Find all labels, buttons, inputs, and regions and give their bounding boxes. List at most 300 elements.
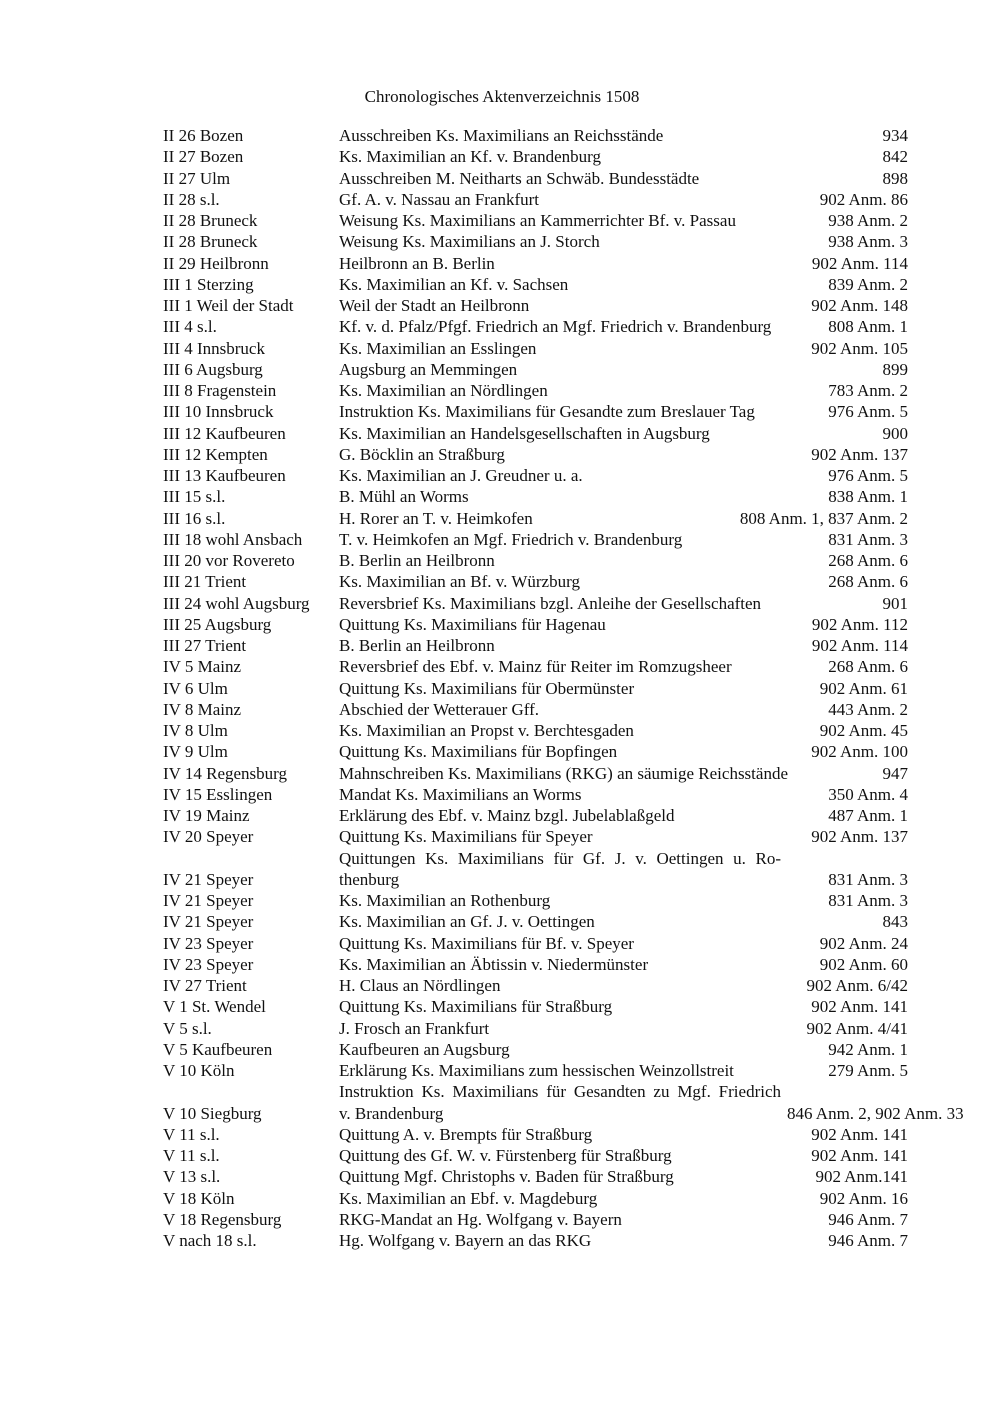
entry-description-line: B. Berlin an Heilbronn (339, 551, 495, 570)
entry-reference: 902 Anm. 16 (819, 1188, 908, 1208)
entry-description-line: J. Frosch an Frankfurt (339, 1018, 490, 1038)
entry-description (339, 763, 877, 784)
entry-row (163, 996, 908, 1017)
entry-body (339, 486, 908, 507)
entry-row (163, 614, 908, 635)
entry-reference: 831 Anm. 3 (828, 891, 908, 910)
entry-body (339, 210, 908, 231)
entry-body (339, 911, 908, 932)
entry-body (339, 975, 908, 996)
entry-row (163, 231, 908, 252)
entry-description-line: Ks. Maximilian an Äbtissin v. Niedermünster (339, 954, 649, 974)
entry-description-line: Weisung Ks. Maximilians an Kammerrichter Bf. v. Passau (339, 211, 736, 230)
entry-date: V 11 s.l. (163, 1124, 220, 1144)
entry-description-line: Ks. Maximilian an J. Greudner u. a. (339, 466, 583, 485)
entry-description (339, 826, 805, 847)
entry-row (163, 359, 908, 380)
entry-body (339, 380, 908, 401)
entry-description (339, 635, 806, 656)
entry-description-line: Quittung A. v. Brempts für Straßburg (339, 1124, 593, 1144)
entry-description-line: Hg. Wolfgang v. Bayern an das RKG (339, 1231, 592, 1250)
entry-description (339, 699, 822, 720)
entry-reference: 350 Anm. 4 (828, 784, 908, 804)
entry-body (339, 338, 908, 359)
entry-row (163, 720, 908, 741)
entry-description (339, 274, 822, 295)
page-header (0, 86, 1004, 108)
entry-description (339, 1039, 822, 1060)
entry-reference: 268 Anm. 6 (828, 551, 908, 570)
entry-description-line: Mandat Ks. Maximilians an Worms (339, 784, 582, 804)
entry-description (339, 1230, 822, 1251)
entry-reference: 902 Anm. 114 (811, 636, 908, 655)
entry-body (339, 168, 908, 189)
entry-description-line: Ausschreiben Ks. Maximilians an Reichsstände (339, 126, 664, 145)
entry-reference: 942 Anm. 1 (828, 1039, 908, 1059)
entry-date: IV 20 Speyer (163, 827, 254, 847)
entry-description-line: Weisung Ks. Maximilians an J. Storch (339, 232, 600, 252)
entry-row (163, 401, 908, 422)
entry-body (339, 1060, 908, 1081)
entry-reference: 902 Anm. 137 (811, 827, 908, 847)
entry-row (163, 1230, 908, 1251)
entry-description (339, 465, 822, 486)
entry-row (163, 444, 908, 465)
entry-description (339, 359, 877, 380)
entry-row (163, 338, 908, 359)
entry-body (339, 805, 908, 826)
entry-description-line: Augsburg an Memmingen (339, 359, 518, 379)
entry-body (339, 253, 908, 274)
entry-body (339, 274, 908, 295)
entry-body (339, 231, 908, 252)
entry-description (339, 720, 814, 741)
entry-reference: 443 Anm. 2 (828, 699, 908, 719)
entry-row (163, 848, 908, 891)
entry-description (339, 380, 822, 401)
entry-reference: 902 Anm. 86 (819, 189, 908, 209)
entry-date: V 5 Kaufbeuren (163, 1039, 273, 1059)
entry-row (163, 954, 908, 975)
entry-reference: 902 Anm. 100 (811, 742, 908, 762)
entry-description (339, 954, 814, 975)
entry-reference: 902 Anm.141 (815, 1167, 908, 1187)
entry-date: III 1 Sterzing (163, 274, 254, 294)
entry-description-line: Ks. Maximilian an Esslingen (339, 338, 537, 358)
entry-body (339, 550, 908, 571)
entry-row (163, 1166, 908, 1187)
entry-row (163, 975, 908, 996)
entry-body (339, 848, 908, 891)
entry-description (339, 890, 822, 911)
entry-reference: 899 (882, 359, 908, 379)
entry-date: IV 23 Speyer (163, 933, 254, 953)
entry-reference: 783 Anm. 2 (828, 381, 908, 400)
entry-description (339, 125, 877, 146)
entry-description (339, 210, 822, 231)
entry-description (339, 1145, 805, 1166)
entry-row (163, 168, 908, 189)
entry-row (163, 125, 908, 146)
entry-description (339, 1124, 805, 1145)
entry-date: V 5 s.l. (163, 1018, 212, 1038)
entry-description-line: Reversbrief Ks. Maximilians bzgl. Anleihe der Gesellschaften (339, 593, 762, 613)
entry-row (163, 763, 908, 784)
entry-description (339, 678, 814, 699)
entry-body (339, 678, 908, 699)
entry-body (339, 571, 908, 592)
entry-description-line: B. Berlin an Heilbronn (339, 636, 495, 655)
entry-reference: 902 Anm. 105 (811, 338, 908, 358)
entry-body (339, 1188, 908, 1209)
entry-date: III 20 vor Rovereto (163, 551, 295, 570)
entry-row (163, 1188, 908, 1209)
entry-description-line: T. v. Heimkofen an Mgf. Friedrich v. Brandenburg (339, 529, 683, 549)
entry-description (339, 401, 822, 422)
entry-description (339, 1188, 814, 1209)
entry-body (339, 1209, 908, 1230)
entry-row (163, 1060, 908, 1081)
entry-reference: 900 (882, 423, 908, 443)
entry-body (339, 444, 908, 465)
entry-row (163, 1039, 908, 1060)
entry-body (339, 401, 908, 422)
entry-reference: 902 Anm. 114 (811, 253, 908, 273)
entry-description-line: Erklärung des Ebf. v. Mainz bzgl. Jubelablaßgeld (339, 806, 675, 825)
entry-body (339, 1166, 908, 1187)
entry-row (163, 678, 908, 699)
entry-date: III 15 s.l. (163, 487, 226, 507)
entry-body (339, 295, 908, 316)
entry-description (339, 975, 800, 996)
entry-body (339, 763, 908, 784)
entry-description-line: Ks. Maximilian an Kf. v. Brandenburg (339, 147, 602, 167)
entry-description (339, 996, 805, 1017)
entry-description (339, 1081, 781, 1124)
entry-date: II 26 Bozen (163, 126, 244, 145)
entry-description-line: H. Rorer an T. v. Heimkofen (339, 508, 533, 528)
entry-description-line: RKG-Mandat an Hg. Wolfgang v. Bayern (339, 1209, 622, 1229)
entry-reference: 902 Anm. 24 (819, 933, 908, 953)
entry-date: III 12 Kaufbeuren (163, 423, 286, 443)
entry-reference: 839 Anm. 2 (828, 274, 908, 294)
entry-reference: 808 Anm. 1 (828, 317, 908, 337)
entry-date: IV 21 Speyer (163, 869, 254, 889)
entry-date: II 27 Bozen (163, 147, 244, 167)
entry-reference: 842 (882, 147, 908, 167)
entry-row (163, 380, 908, 401)
entry-description-line: Weil der Stadt an Heilbronn (339, 296, 530, 315)
entry-row (163, 550, 908, 571)
entry-body (339, 826, 908, 847)
entry-description-line: Ks. Maximilian an Kf. v. Sachsen (339, 274, 569, 294)
entry-body (339, 699, 908, 720)
entry-description-line: Quittung des Gf. W. v. Fürstenberg für Straßburg (339, 1146, 672, 1165)
entry-row (163, 741, 908, 762)
entry-date: IV 21 Speyer (163, 891, 254, 910)
entry-body (339, 423, 908, 444)
entry-description-line: Ks. Maximilian an Bf. v. Würzburg (339, 572, 580, 592)
entry-reference: 843 (882, 912, 908, 932)
entry-reference: 938 Anm. 2 (828, 211, 908, 230)
entry-reference: 902 Anm. 148 (811, 296, 908, 315)
entry-date: III 18 wohl Ansbach (163, 529, 303, 549)
entry-body (339, 1018, 908, 1039)
entry-reference: 938 Anm. 3 (828, 232, 908, 252)
entry-row (163, 465, 908, 486)
entry-description (339, 295, 805, 316)
entry-description (339, 508, 734, 529)
entry-row (163, 295, 908, 316)
entry-reference: 934 (882, 126, 908, 145)
entry-body (339, 933, 908, 954)
entry-body (339, 784, 908, 805)
entry-body (339, 1039, 908, 1060)
entry-reference: 902 Anm. 141 (811, 1124, 908, 1144)
entry-reference: 268 Anm. 6 (828, 657, 908, 677)
entry-date: III 6 Augsburg (163, 359, 263, 379)
entry-description-line: H. Claus an Nördlingen (339, 976, 501, 995)
entry-description-line: Mahnschreiben Ks. Maximilians (RKG) an säumige Reichsstände (339, 763, 788, 783)
entry-description (339, 741, 805, 762)
entry-date: V 10 Köln (163, 1061, 235, 1080)
entry-description-line: Ks. Maximilian an Gf. J. v. Oettingen (339, 912, 595, 932)
entry-description (339, 656, 822, 677)
entry-body (339, 125, 908, 146)
entry-date: III 21 Trient (163, 572, 247, 592)
page-title: Chronologisches Aktenverzeichnis 1508 (364, 87, 640, 106)
entry-reference: 947 (882, 763, 908, 783)
entry-row (163, 189, 908, 210)
entry-body (339, 316, 908, 337)
entry-description (339, 614, 806, 635)
entry-reference: 946 Anm. 7 (828, 1231, 908, 1250)
entry-description (339, 316, 822, 337)
entry-row (163, 1018, 908, 1039)
entry-row (163, 1124, 908, 1145)
entry-body (339, 359, 908, 380)
entry-description-line: Ks. Maximilian an Nördlingen (339, 381, 548, 400)
entry-row (163, 635, 908, 656)
entry-reference: 976 Anm. 5 (828, 466, 908, 485)
entry-body (339, 529, 908, 550)
entry-reference: 946 Anm. 7 (828, 1209, 908, 1229)
entry-date: II 29 Heilbronn (163, 253, 269, 273)
entry-reference: 902 Anm. 137 (811, 444, 908, 464)
entry-description-line: Quittung Mgf. Christophs v. Baden für Straßburg (339, 1167, 674, 1187)
entry-description-line: Quittung Ks. Maximilians für Hagenau (339, 614, 606, 634)
entry-reference: 838 Anm. 1 (828, 487, 908, 507)
entry-row (163, 656, 908, 677)
entry-date: IV 15 Esslingen (163, 784, 273, 804)
entry-date: IV 21 Speyer (163, 912, 254, 932)
entry-description (339, 848, 822, 891)
entry-description-line: G. Böcklin an Straßburg (339, 444, 505, 464)
entry-row (163, 1145, 908, 1166)
entry-description (339, 423, 877, 444)
entry-date: IV 5 Mainz (163, 657, 242, 677)
entry-description-line: Kf. v. d. Pfalz/Pfgf. Friedrich an Mgf. Friedrich v. Brandenburg (339, 317, 772, 337)
entry-body (339, 1230, 908, 1251)
entry-description (339, 1209, 822, 1230)
entry-row (163, 805, 908, 826)
entry-date: V 18 Regensburg (163, 1209, 282, 1229)
entry-body (339, 954, 908, 975)
entry-description-line: Quittung Ks. Maximilians für Bf. v. Speyer (339, 933, 634, 953)
entry-date: V 10 Siegburg (163, 1103, 262, 1123)
entry-description-line: Kaufbeuren an Augsburg (339, 1039, 510, 1059)
entry-body (339, 1145, 908, 1166)
entry-date: IV 19 Mainz (163, 806, 250, 825)
entry-body (339, 656, 908, 677)
entry-row (163, 508, 908, 529)
entry-date: IV 6 Ulm (163, 678, 228, 698)
entry-date: III 4 s.l. (163, 317, 217, 337)
entry-reference: 902 Anm. 112 (811, 614, 908, 634)
entry-description-continuation: thenburg (339, 869, 400, 889)
entry-reference: 976 Anm. 5 (828, 402, 908, 422)
entry-row (163, 486, 908, 507)
entry-description-line: Instruktion Ks. Maximilians für Gesandte zum Breslauer Tag (339, 402, 755, 422)
entry-date: III 24 wohl Augsburg (163, 593, 310, 613)
entry-description-line: Ks. Maximilian an Propst v. Berchtesgaden (339, 721, 634, 740)
entry-row (163, 1081, 964, 1124)
entry-description-line: Reversbrief des Ebf. v. Mainz für Reiter im Romzugsheer (339, 657, 732, 677)
entry-date: III 25 Augsburg (163, 614, 272, 634)
entry-reference: 902 Anm. 141 (811, 1146, 908, 1165)
entry-row (163, 423, 908, 444)
entry-body (339, 146, 908, 167)
entry-description-line: Quittung Ks. Maximilians für Bopfingen (339, 742, 618, 762)
entry-description-line: Ks. Maximilian an Handelsgesellschaften in Augsburg (339, 423, 710, 443)
entry-date: III 1 Weil der Stadt (163, 296, 294, 315)
entry-date: IV 8 Mainz (163, 699, 242, 719)
entry-date: V nach 18 s.l. (163, 1231, 257, 1250)
entry-description (339, 231, 822, 252)
entry-body (339, 635, 908, 656)
entry-description (339, 571, 822, 592)
entry-row (163, 210, 908, 231)
entry-description (339, 550, 822, 571)
entry-date: II 28 Bruneck (163, 232, 258, 252)
entry-body (339, 1081, 964, 1124)
entry-date: III 16 s.l. (163, 508, 226, 528)
entry-description-line: Ks. Maximilian an Rothenburg (339, 891, 551, 910)
entry-description (339, 529, 822, 550)
entry-body (339, 890, 908, 911)
entry-row (163, 784, 908, 805)
entry-description (339, 146, 877, 167)
entry-description-line: Quittung Ks. Maximilians für Obermünster (339, 678, 635, 698)
entry-date: IV 8 Ulm (163, 721, 228, 740)
entry-reference: 902 Anm. 60 (819, 954, 908, 974)
entry-body (339, 189, 908, 210)
entry-date: III 13 Kaufbeuren (163, 466, 286, 485)
entry-description-line: Quittungen Ks. Maximilians für Gf. J. v. Oettingen u. Ro- (339, 848, 781, 868)
entry-body (339, 720, 908, 741)
entry-body (339, 1124, 908, 1145)
entry-row (163, 571, 908, 592)
entry-date: IV 23 Speyer (163, 954, 254, 974)
entry-description-line: Gf. A. v. Nassau an Frankfurt (339, 189, 540, 209)
entry-date: II 28 s.l. (163, 189, 220, 209)
entry-reference: 268 Anm. 6 (828, 572, 908, 592)
entry-description (339, 805, 822, 826)
entry-description (339, 784, 822, 805)
entry-description (339, 444, 805, 465)
entry-description (339, 486, 822, 507)
entry-row (163, 826, 908, 847)
entry-row (163, 593, 908, 614)
entry-reference: 902 Anm. 61 (819, 678, 908, 698)
entry-description (339, 1018, 800, 1039)
entry-description (339, 253, 806, 274)
entry-description-line: Ks. Maximilian an Ebf. v. Magdeburg (339, 1188, 598, 1208)
entry-row (163, 316, 908, 337)
entry-row (163, 890, 908, 911)
chronological-entry-list (163, 125, 964, 1251)
entry-description (339, 933, 814, 954)
entry-date: III 4 Innsbruck (163, 338, 265, 358)
entry-date: III 10 Innsbruck (163, 402, 274, 422)
entry-row (163, 274, 908, 295)
entry-reference: 831 Anm. 3 (828, 529, 908, 549)
entry-reference: 898 (882, 168, 908, 188)
entry-body (339, 593, 908, 614)
entry-date: V 11 s.l. (163, 1146, 220, 1165)
entry-reference: 808 Anm. 1, 837 Anm. 2 (739, 508, 908, 528)
entry-row (163, 911, 908, 932)
entry-reference: 902 Anm. 141 (811, 997, 908, 1017)
entry-reference: 902 Anm. 4/41 (806, 1018, 908, 1038)
entry-date: III 27 Trient (163, 636, 247, 655)
entry-date: IV 9 Ulm (163, 742, 228, 762)
entry-row (163, 529, 908, 550)
entry-description-line: Instruktion Ks. Maximilians für Gesandten zu Mgf. Friedrich (339, 1082, 781, 1102)
entry-date: V 13 s.l. (163, 1167, 221, 1187)
entry-date: III 8 Fragenstein (163, 381, 277, 400)
entry-description (339, 1060, 822, 1081)
entry-reference: 279 Anm. 5 (828, 1061, 908, 1080)
entry-reference: 901 (882, 593, 908, 613)
entry-description-line: Ausschreiben M. Neitharts an Schwäb. Bundesstädte (339, 168, 700, 188)
entry-description-line: Quittung Ks. Maximilians für Straßburg (339, 997, 613, 1017)
entry-body (339, 508, 908, 529)
entry-row (163, 253, 908, 274)
entry-reference: 902 Anm. 45 (819, 721, 908, 740)
entry-description (339, 338, 805, 359)
entry-body (339, 465, 908, 486)
entry-date: V 18 Köln (163, 1188, 235, 1208)
entry-description-continuation: v. Brandenburg (339, 1103, 444, 1123)
entry-description (339, 168, 877, 189)
entry-reference: 846 Anm. 2, 902 Anm. 33 (787, 1103, 964, 1123)
entry-date: V 1 St. Wendel (163, 997, 266, 1017)
entry-date: II 28 Bruneck (163, 211, 258, 230)
entry-date: II 27 Ulm (163, 168, 231, 188)
entry-description-line: Quittung Ks. Maximilians für Speyer (339, 827, 593, 847)
entry-description-line: Erklärung Ks. Maximilians zum hessischen Weinzollstreit (339, 1061, 734, 1080)
entry-body (339, 614, 908, 635)
entry-reference: 902 Anm. 6/42 (806, 976, 908, 995)
entry-row (163, 1209, 908, 1230)
entry-description-line: Abschied der Wetterauer Gff. (339, 699, 540, 719)
entry-description-line: Heilbronn an B. Berlin (339, 253, 495, 273)
entry-description (339, 911, 877, 932)
entry-body (339, 996, 908, 1017)
entry-row (163, 146, 908, 167)
entry-description (339, 1166, 809, 1187)
